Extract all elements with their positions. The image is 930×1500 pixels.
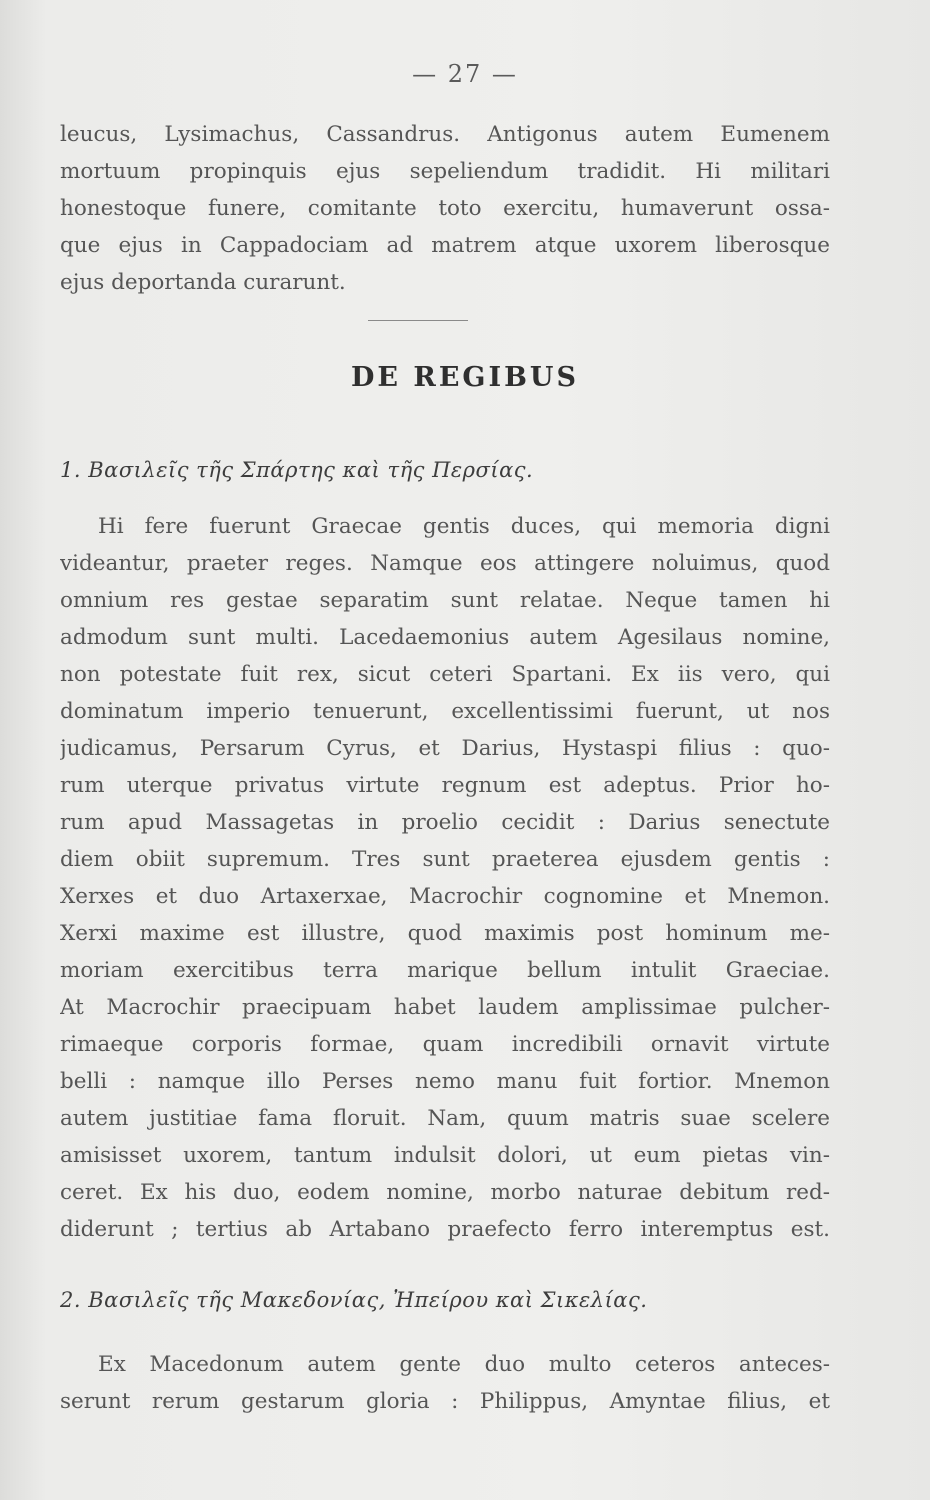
text-line: rum uterque privatus virtute regnum est adeptus. Prior ho-	[60, 773, 830, 798]
text-line: Xerxi maxime est illustre, quod maximis post hominum me-	[60, 921, 830, 946]
text-line: moriam exercitibus terra marique bellum intulit Graeciae.	[60, 958, 830, 983]
text-line: rum apud Massagetas in proelio cecidit : Darius senectute	[60, 810, 830, 835]
text-line: honestoque funere, comitante toto exercitu, humaverunt ossa-	[60, 196, 830, 221]
section-title: DE REGIBUS	[351, 362, 579, 393]
text-line: Hi fere fuerunt Graecae gentis duces, qui memoria digni	[98, 514, 830, 539]
text-line: ceret. Ex his duo, eodem nomine, morbo naturae debitum red-	[60, 1180, 830, 1205]
paragraph-kings-sparta-persia	[60, 508, 830, 1248]
text-line: que ejus in Cappadociam ad matrem atque uxorem liberosque	[60, 233, 830, 258]
text-line: serunt rerum gestarum gloria : Philippus, Amyntae filius, et	[60, 1389, 830, 1414]
text-line: mortuum propinquis ejus sepeliendum tradidit. Hi militari	[60, 159, 830, 184]
section-divider	[368, 320, 468, 321]
page-number: — 27 —	[412, 60, 518, 88]
text-line: rimaeque corporis formae, quam incredibili ornavit virtute	[60, 1032, 830, 1057]
paragraph-kings-macedonia	[60, 1346, 830, 1420]
text-line: ejus deportanda curarunt.	[60, 270, 346, 295]
text-line: judicamus, Persarum Cyrus, et Darius, Hystaspi filius : quo-	[60, 736, 830, 761]
text-line: non potestate fuit rex, sicut ceteri Spartani. Ex iis vero, qui	[60, 662, 830, 687]
intro-paragraph	[60, 116, 830, 301]
text-line: amisisset uxorem, tantum indulsit dolori, ut eum pietas vin-	[60, 1143, 830, 1168]
text-line: diderunt ; tertius ab Artabano praefecto ferro interemptus est.	[60, 1217, 830, 1242]
text-line: Ex Macedonum autem gente duo multo ceteros anteces-	[98, 1352, 830, 1377]
text-line: dominatum imperio tenuerunt, excellentissimi fuerunt, ut nos	[60, 699, 830, 724]
text-line: leucus, Lysimachus, Cassandrus. Antigonus autem Eumenem	[60, 122, 830, 147]
text-line: omnium res gestae separatim sunt relatae. Neque tamen hi	[60, 588, 830, 613]
text-line: autem justitiae fama floruit. Nam, quum matris suae scelere	[60, 1106, 830, 1131]
text-line: videantur, praeter reges. Namque eos attingere noluimus, quod	[60, 551, 830, 576]
text-line: belli : namque illo Perses nemo manu fuit fortior. Mnemon	[60, 1069, 830, 1094]
text-line: At Macrochir praecipuam habet laudem amplissimae pulcher-	[60, 995, 830, 1020]
text-line: diem obiit supremum. Tres sunt praeterea ejusdem gentis :	[60, 847, 830, 872]
subheading-kings-macedonia-epirus-sicily: 2. Βασιλεῖς τῆς Μακεδονίας, Ἠπείρου καὶ Σικελίας.	[60, 1288, 648, 1312]
text-line: admodum sunt multi. Lacedaemonius autem Agesilaus nomine,	[60, 625, 830, 650]
subheading-kings-sparta-persia: 1. Βασιλεῖς τῆς Σπάρτης καὶ τῆς Περσίας.	[60, 458, 534, 482]
text-line: Xerxes et duo Artaxerxae, Macrochir cognomine et Mnemon.	[60, 884, 830, 909]
